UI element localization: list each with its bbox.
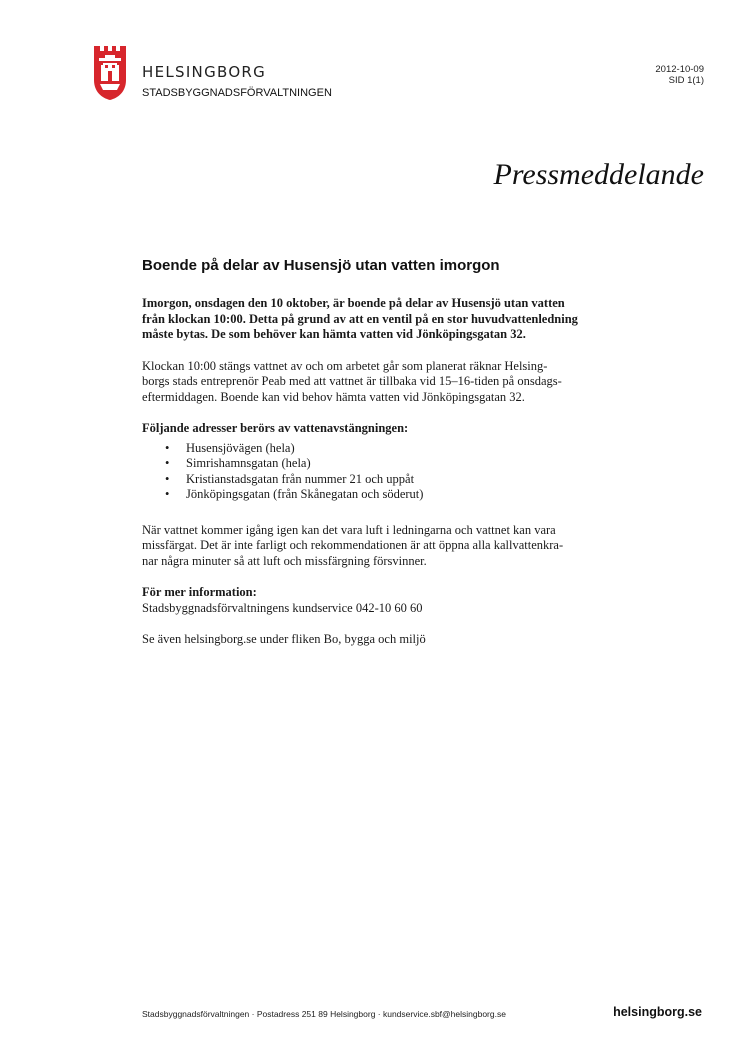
see-also-text: Se även helsingborg.se under fliken Bo, bygga och miljö: [142, 632, 426, 646]
address-text: Simrishamnsgatan (hela): [186, 456, 311, 470]
paragraph-line: missfärgat. Det är inte farligt och rekommendationen är att öppna alla kallvattenkra-: [142, 538, 564, 552]
footer-website-link[interactable]: helsingborg.se: [613, 1005, 702, 1019]
paragraph-line: När vattnet kommer igång igen kan det vara luft i ledningarna och vattnet kan vara: [142, 522, 556, 537]
paragraph-line: nar några minuter så att luft och missfärgning försvinner.: [142, 553, 427, 568]
lead-line: från klockan 10:00. Detta på grund av att en ventil på en stor huvudvattenledning: [142, 311, 578, 326]
document-meta: [655, 64, 704, 86]
address-text: Kristianstadsgatan från nummer 21 och uppåt: [186, 471, 415, 486]
bullet-icon: •: [165, 440, 170, 455]
list-item: [165, 456, 612, 472]
lead-line: Imorgon, onsdagen den 10 oktober, är boende på delar av Husensjö utan vatten: [142, 296, 565, 310]
contact-info: Stadsbyggnadsförvaltningens kundservice 042-10 60 60: [142, 600, 423, 615]
info-heading: För mer information:: [142, 585, 257, 599]
lead-line: måste bytas. De som behöver kan hämta vatten vid Jönköpingsgatan 32.: [142, 327, 526, 341]
helsingborg-crest-logo: [93, 44, 127, 100]
document-date: 2012-10-09: [655, 64, 704, 75]
bullet-icon: •: [165, 487, 170, 501]
document-type-title: Pressmeddelande: [493, 158, 704, 191]
paragraph-line: Klockan 10:00 stängs vattnet av och om arbetet går som planerat räknar Helsing-: [142, 358, 548, 373]
page-number: SID 1(1): [668, 75, 704, 86]
address-text: Jönköpingsgatan (från Skånegatan och söderut): [186, 487, 424, 501]
lead-paragraph: [142, 296, 612, 343]
bullet-icon: •: [165, 456, 170, 470]
address-list-heading: Följande adresser berörs av vattenavstängningen:: [142, 421, 409, 435]
paragraph-line: eftermiddagen. Boende kan vid behov hämta vatten vid Jönköpingsgatan 32.: [142, 389, 525, 404]
paragraph-line: borgs stads entreprenör Peab med att vattnet är tillbaka vid 15–16-tiden på onsdags-: [142, 374, 562, 388]
article-body: [142, 296, 612, 648]
department-name: STADSBYGGNADSFÖRVALTNINGEN: [142, 87, 332, 99]
address-text: Husensjövägen (hela): [186, 440, 295, 455]
address-list: [142, 441, 612, 503]
article-headline: Boende på delar av Husensjö utan vatten imorgon: [142, 257, 500, 274]
list-item: [165, 471, 612, 488]
organization-name: HELSINGBORG: [142, 63, 267, 81]
body-paragraph-1: [142, 359, 612, 406]
body-paragraph-2: [142, 523, 612, 570]
footer-address: Stadsbyggnadsförvaltningen · Postadress 251 89 Helsingborg · kundservice.sbf@helsingborg.se: [142, 1009, 506, 1019]
list-item: [165, 487, 612, 503]
bullet-icon: •: [165, 471, 170, 486]
list-item: [165, 440, 612, 457]
